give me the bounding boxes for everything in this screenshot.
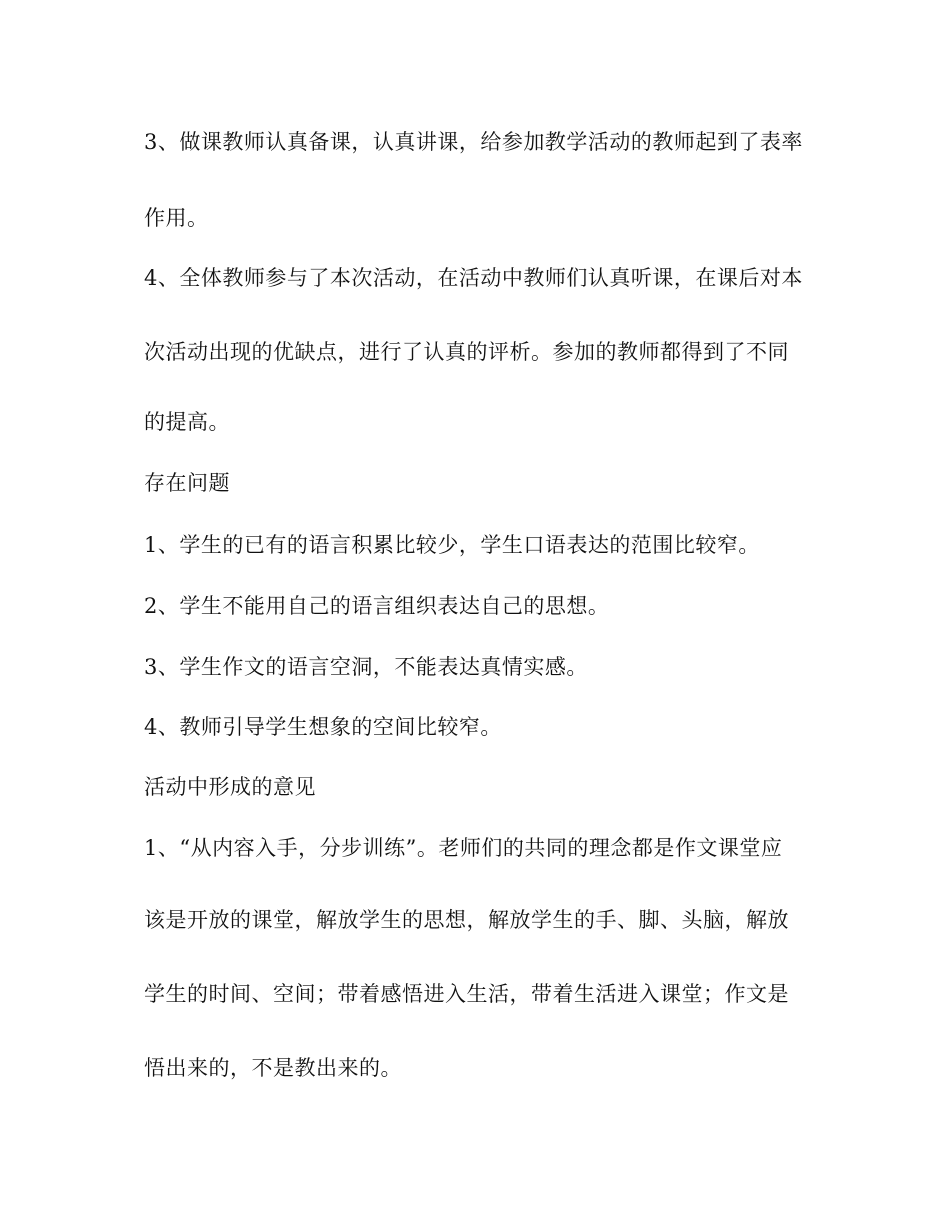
paragraph-line: 的提高。 <box>144 410 230 434</box>
paragraph-line: 次活动出现的优缺点，进行了认真的评析。参加的教师都得到了不同 <box>144 340 789 364</box>
section-heading: 存在问题 <box>144 471 230 495</box>
paragraph-line: 悟出来的，不是教出来的。 <box>144 1056 402 1080</box>
paragraph-line: 2、学生不能用自己的语言组织表达自己的思想。 <box>144 594 610 618</box>
paragraph-line: 该是开放的课堂，解放学生的思想，解放学生的手、脚、头脑，解放 <box>144 908 789 932</box>
paragraph-line: 1、“从内容入手，分步训练”。老师们的共同的理念都是作文课堂应 <box>144 836 783 860</box>
paragraph-line: 学生的时间、空间；带着感悟进入生活，带着生活进入课堂；作文是 <box>144 982 789 1006</box>
paragraph-line: 4、全体教师参与了本次活动，在活动中教师们认真听课，在课后对本 <box>144 266 803 290</box>
section-heading: 活动中形成的意见 <box>144 775 316 799</box>
paragraph-line: 3、做课教师认真备课，认真讲课，给参加教学活动的教师起到了表率 <box>144 130 803 154</box>
paragraph-line: 作用。 <box>144 206 209 230</box>
paragraph-line: 3、学生作文的语言空洞，不能表达真情实感。 <box>144 655 588 679</box>
paragraph-line: 4、教师引导学生想象的空间比较窄。 <box>144 715 502 739</box>
paragraph-line: 1、学生的已有的语言积累比较少，学生口语表达的范围比较窄。 <box>144 533 760 557</box>
